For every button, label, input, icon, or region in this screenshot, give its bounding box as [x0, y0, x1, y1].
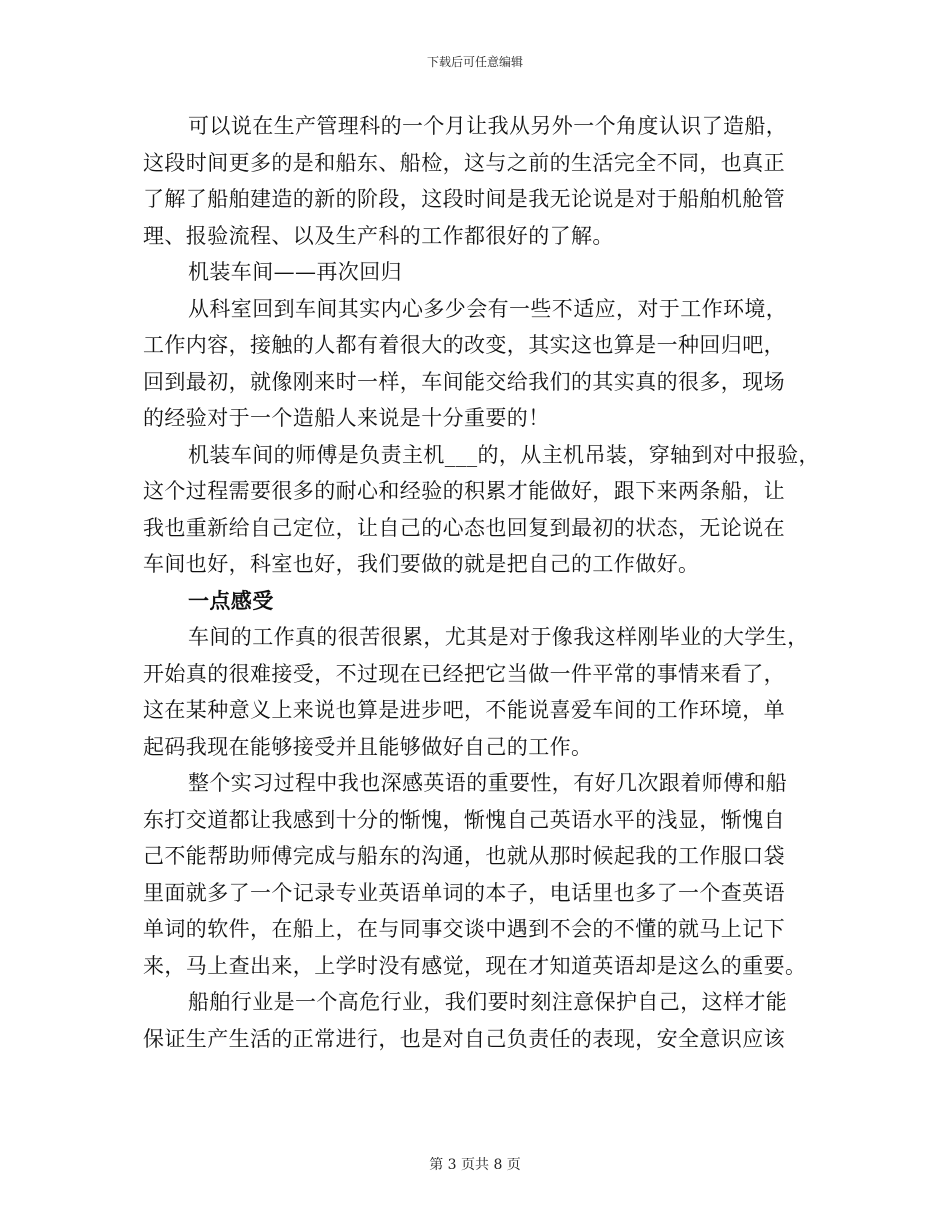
text-line: 来，马上查出来，上学时没有感觉，现在才知道英语却是这么的重要。 — [143, 953, 807, 978]
text-line: 船舶行业是一个高危行业，我们要时刻注意保护自己，这样才能 — [188, 990, 788, 1014]
text-line: 东打交道都让我感到十分的惭愧，惭愧自己英语水平的浅显，惭愧自 — [143, 807, 785, 832]
text-line: 我也重新给自己定位，让自己的心态也回复到最初的状态，无论说在 — [143, 515, 785, 540]
section-heading: 一点感受 — [188, 587, 274, 613]
text-line: 回到最初，就像刚来时一样，车间能交给我们的其实真的很多，现场 — [143, 369, 785, 394]
text-line: 起码我现在能够接受并且能够做好自己的工作。 — [143, 734, 593, 759]
text-line: 从科室回到车间其实内心多少会有一些不适应，对于工作环境， — [188, 296, 788, 321]
page-header: 下载后可任意编辑 — [426, 55, 523, 69]
text-line: 这在某种意义上来说也算是进步吧，不能说喜爱车间的工作环境，单 — [143, 698, 785, 722]
text-line: 工作内容，接触的人都有着很大的改变，其实这也算是一种回归吧， — [143, 333, 785, 357]
text-line: 里面就多了一个记录专业英语单词的本子，电话里也多了一个查英语 — [143, 880, 785, 905]
text-line: 车间的工作真的很苦很累，尤其是对于像我这样刚毕业的大学生， — [188, 625, 809, 649]
text-line: 车间也好，科室也好，我们要做的就是把自己的工作做好。 — [143, 552, 700, 576]
text-line: 机装车间的师傅是负责主机___的，从主机吊装，穿轴到对中报验， — [188, 442, 820, 467]
text-line: 己不能帮助师傅完成与船东的沟通，也就从那时候起我的工作服口袋 — [143, 844, 785, 868]
document-body — [143, 108, 823, 1057]
page-footer: 第 3 页共 8 页 — [429, 1157, 521, 1173]
text-line: 理、报验流程、以及生产科的工作都很好的了解。 — [143, 223, 614, 248]
text-line: 机装车间——再次回归 — [188, 260, 402, 284]
text-line: 开始真的很难接受，不过现在已经把它当做一件平常的事情来看了， — [143, 661, 785, 686]
text-line: 单词的软件，在船上，在与同事交谈中遇到不会的不懂的就马上记下 — [143, 917, 785, 941]
text-line: 这个过程需要很多的耐心和经验的积累才能做好，跟下来两条船，让 — [143, 479, 785, 503]
text-line: 整个实习过程中我也深感英语的重要性，有好几次跟着师傅和船 — [188, 771, 788, 795]
text-line: 可以说在生产管理科的一个月让我从另外一个角度认识了造船， — [188, 114, 788, 138]
text-line: 这段时间更多的是和船东、船检，这与之前的生活完全不同，也真正 — [143, 150, 785, 175]
text-line: 保证生产生活的正常进行，也是对自己负责任的表现，安全意识应该 — [143, 1026, 785, 1051]
text-line: 了解了船舶建造的新的阶段，这段时间是我无论说是对于船舶机舱管 — [143, 187, 785, 211]
text-line: 的经验对于一个造船人来说是十分重要的！ — [143, 406, 550, 430]
